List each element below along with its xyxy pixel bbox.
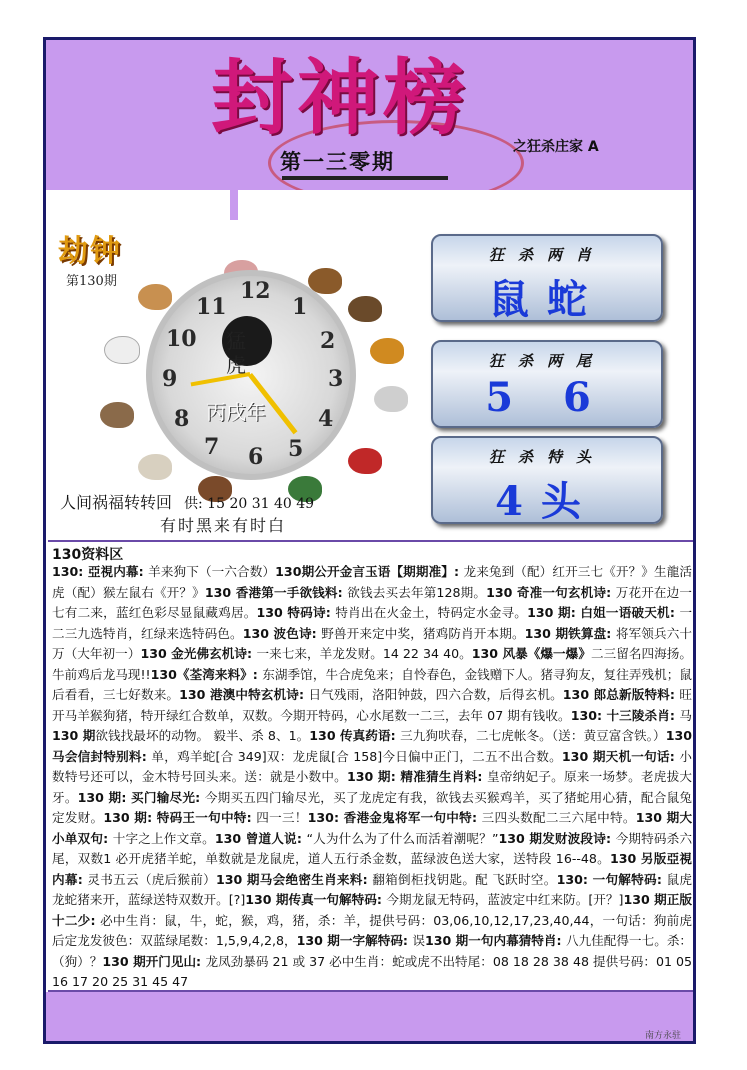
data-item-text: 误: [412, 933, 425, 948]
issue-underline: [282, 176, 448, 180]
clock-number: 7: [204, 434, 220, 460]
data-section-body: [52, 562, 692, 993]
data-item-text: 必中生肖：鼠，牛，蛇，猴，鸡，猪，杀：羊，提供号码：03,06,10,12,17,23,40,44，一句话：狗前虎后定龙发彼色：双蓝绿尾数：1,5,9,4,2,8，: [52, 912, 692, 948]
data-item-text: 二三留名四海扬。牛前鸡后龙马现!!: [52, 646, 693, 682]
page-frame: [43, 37, 696, 1044]
clock-caption-text: 人间祸福转转回: [60, 493, 173, 512]
clock-number: 2: [320, 328, 336, 354]
data-section: [48, 540, 693, 992]
data-item-text: 特肖出在火金土，特码定水金寻。: [335, 605, 528, 620]
ox-figure: [348, 296, 382, 322]
data-item-text: 三九狗吠春，二七虎帐冬。（送：黄豆富含铁。）: [400, 728, 666, 743]
card-kill-special-head: [431, 436, 663, 524]
clock-number: 8: [174, 406, 190, 432]
data-item-heading: 130 香港第一手欲钱料:: [204, 584, 348, 600]
clock-caption-numbers: 供: 15 20 31 40 49: [184, 496, 315, 512]
data-item-heading: 130 港澳中特玄机诗:: [179, 687, 309, 702]
data-item-heading: 130: 香港金鬼将军一句中特:: [307, 810, 482, 825]
clock-panel: [48, 226, 428, 536]
data-item-text: 万花开在边一七有二来，蓝红色彩尽显鼠藏鸡居。: [52, 584, 693, 620]
data-item-heading: 130 期天机一句话:: [561, 748, 680, 764]
data-item-heading: 130《荃湾来料》:: [150, 666, 263, 682]
data-item-text: 龙凤劲暴码 21 或 37 必中生肖：蛇或虎不出特尾：08 18 28 38 48 提供号码：01 05 16 17 20 25 31 45 47: [52, 953, 693, 989]
data-item-heading: 130 郎总新版特料:: [562, 687, 680, 702]
data-item-text: 日气残雨，洛阳钟鼓，四六合数，后得玄机。: [308, 687, 563, 702]
data-item-heading: 130 风暴《爆一爆》: [471, 646, 591, 661]
data-item-heading: 130 期一句内幕猜特肖:: [424, 933, 566, 948]
data-item-heading: 130 期: 买门输尽光:: [77, 789, 205, 805]
data-item-text: 八九佳配得一七。杀：（狗）？: [52, 933, 693, 969]
data-item-text: 欲钱去买去年第128期。: [347, 584, 487, 600]
clock-year-text: 丙戌年: [206, 400, 266, 424]
footer-text: 南方永驻: [644, 1031, 681, 1041]
clock-center-char-2: 虎: [226, 353, 246, 377]
card-value: 5 6: [485, 374, 609, 421]
clock-face: [146, 270, 356, 480]
data-item-text: 一来七来，羊龙发财。14 22 34 40。: [256, 646, 472, 661]
data-item-text: 羊来狗下（一六合数）: [148, 564, 276, 579]
data-item-text: 皇帝纳妃子。原来一场梦。老虎拔大牙。: [52, 769, 693, 805]
data-item-heading: 130 曾道人说:: [214, 830, 307, 846]
clock-caption-line1: [60, 490, 314, 513]
data-item-heading: 130 期正版十二少:: [52, 892, 692, 928]
footer-bar: [46, 992, 693, 1041]
data-item-heading: 130 期开门见山:: [102, 953, 206, 969]
data-item-heading: 130 另版亞視内幕:: [52, 851, 692, 887]
data-item-text: 今期买五四门输尽光，买了龙虎定有我，欲钱去买猴鸡羊，买了猪蛇用心猜，配合鼠兔定发财。: [52, 789, 693, 825]
clock-number: 4: [318, 406, 334, 432]
data-item-text: 野兽开来定中奖，猪鸡防肖开本期。: [321, 625, 525, 641]
page-subtitle: 之狂杀庄家 A: [513, 139, 599, 155]
clock-number: 10: [166, 326, 197, 352]
data-item-heading: 130 期: 特码王一句中特:: [103, 810, 257, 825]
data-item-text: 欲钱找最坏的动物。 毅半、杀 8、1。: [95, 728, 310, 743]
data-item-text: 一二三九选特肖，红绿来选特码色。: [52, 605, 693, 641]
data-item-heading: 130 传真药语:: [309, 728, 401, 743]
dog-figure: [138, 284, 172, 310]
dragon-figure: [348, 448, 382, 474]
data-item-text: 小数特号还可以，金木特号回头来。送：就是小数中。: [52, 748, 693, 784]
data-item-heading: 130 奇准一句玄机诗:: [486, 584, 616, 600]
data-item-text: 东湖季馆，牛合虎兔来；自怜春色，金钱赠下人。猪寻狗友，复往弄残机；鼠后看看，三七好数来。: [52, 666, 692, 702]
data-item-heading: 130: 亞視内幕:: [52, 564, 149, 579]
data-item-heading: 130 波色诗:: [242, 625, 322, 641]
data-item-text: 马: [679, 707, 692, 723]
clock-number: 12: [240, 278, 271, 304]
clock-issue-label: 第130期: [66, 274, 117, 289]
data-item-heading: 130 期铁算盘:: [524, 625, 616, 641]
data-item-text: 翻箱倒柜找钥匙。配 飞跃时空。: [372, 871, 557, 887]
clock-number: 5: [288, 436, 304, 462]
data-item-heading: 130 金光佛玄机诗:: [140, 646, 257, 661]
clock-center-text: [226, 329, 246, 377]
goat-figure: [138, 454, 172, 480]
data-item-text: 灵书五云（虎后猴前）: [87, 871, 216, 887]
data-item-heading: 130 期大小单双句:: [52, 810, 693, 846]
clock-number: 3: [328, 366, 344, 392]
data-item-text: 三四头数配二三六尾中特。: [481, 810, 636, 825]
card-label: 狂杀两肖: [488, 246, 605, 264]
card-label: 狂杀两尾: [488, 352, 605, 370]
data-item-heading: 130 期: [52, 728, 96, 743]
data-item-heading: 130 期: 精准猜生肖料:: [347, 769, 488, 784]
card-label: 狂杀特头: [488, 448, 605, 466]
data-section-title: 130资料区: [52, 547, 124, 563]
header-strip-inner: [238, 190, 679, 220]
rabbit-figure: [374, 386, 408, 412]
header-banner: [46, 40, 693, 190]
header-strip: [230, 190, 679, 220]
data-item-heading: 130 期传真一句解特码:: [245, 892, 387, 907]
data-item-heading: 130 马会信封特别料:: [52, 728, 692, 764]
data-item-heading: 130 特码诗:: [256, 605, 336, 620]
data-item-heading: 130 期一字解特码:: [296, 933, 413, 948]
clock-number: 1: [292, 294, 308, 320]
card-kill-two-tails: [431, 340, 663, 428]
data-item-text: 今期龙鼠无特码，蓝波定中红来防。[开？]: [386, 892, 624, 907]
data-item-text: 鼠虎龙蛇猪来开，蓝绿送特双数开。[?]: [52, 871, 693, 907]
page-title: 封神榜: [211, 50, 470, 146]
card-kill-two-zodiacs: [431, 234, 663, 322]
data-item-heading: 130 期: 白姐一语破天机:: [527, 605, 680, 620]
data-item-heading: 130: 一句解特码:: [556, 871, 667, 887]
data-item-text: 单，鸡羊蛇[合 349]双：龙虎鼠[合 158]今日偏中正门，二五不出合数。: [151, 748, 562, 764]
card-value: 4头: [495, 478, 599, 525]
card-value: 鼠蛇: [489, 276, 605, 323]
clock-heading: 劫钟: [58, 234, 122, 269]
data-item-heading: 130期公开金言玉语【期期准】:: [275, 564, 464, 579]
data-item-text: 今期特码杀六尾，双数1 必开虎猪羊蛇，单数就是龙鼠虎，道人五行杀金数，蓝绿波色送大家，送特段 16--48。: [52, 830, 693, 866]
data-item-heading: 130 期马会绝密生肖来料:: [215, 871, 373, 887]
data-item-text: 十字之上作文章。: [112, 830, 215, 846]
data-item-text: 旺开马羊猴狗猪，特开绿红合数单，双数。今期开特码，心水尾数一二三，去年 07 期有钱收。: [52, 687, 693, 723]
rooster-figure: [104, 336, 140, 364]
clock-number: 11: [196, 294, 227, 320]
clock-caption-line2: 有时黑来有时白: [160, 516, 287, 535]
data-item-heading: 130: 十三陵杀肖:: [570, 707, 680, 723]
data-item-text: 四一三！: [256, 810, 308, 825]
data-item-text: 龙来兔到（配）红开三七《开？》生龍活虎（配）猴左鼠右《开？》: [52, 564, 693, 600]
monkey-figure: [100, 402, 134, 428]
data-item-heading: 130 期发财波段诗:: [498, 830, 616, 846]
clock-number: 6: [248, 444, 264, 470]
clock-center-char-1: 猛: [226, 329, 246, 353]
clock-number: 9: [162, 366, 178, 392]
tiger-figure: [370, 338, 404, 364]
issue-number: 第一三零期: [280, 150, 395, 174]
data-item-text: 将军领兵六十万（大年初一）: [52, 625, 693, 661]
data-item-text: “人为什么为了什么而活着潮呢？”: [306, 830, 499, 846]
